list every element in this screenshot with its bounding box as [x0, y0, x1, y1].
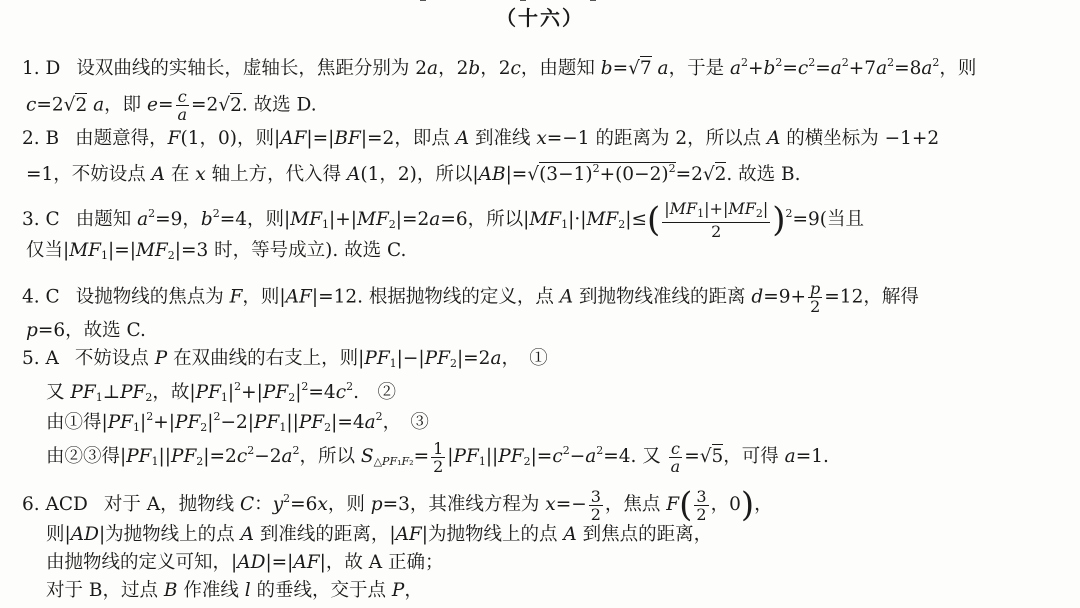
answer-5-line-4: 由②③得$|PF_1||PF_2|=2c^2-2a^2$，所以 $S_{\triangle PF_1F_2}=$ $\frac{1}{2}$ $|PF_1||PF_2|=c^2-a^2=4$. 又 $\frac{c}{a}$ =√5，可得 a=1. — [46, 438, 829, 476]
answer-4-line-2: p=6，故选 C. — [26, 320, 146, 341]
answer-3-line-1: 3. C 由题知 $a^2=9$，$b^2=4$，则$|MF_1|+|MF_2|=2a=6$，所以$|MF_1|\cdot|MF_2|\le$( $\frac{|MF_1|+|MF_2|}{2}$ )$^2$=9(当且 — [22, 199, 864, 241]
answer-1-label: 1. D — [22, 58, 61, 79]
answer-5-label: 5. A — [22, 348, 59, 369]
answer-6-line-3: 由抛物线的定义可知，|AD|=|AF|，故 A 正确； — [46, 552, 444, 573]
answer-6-line-4: 对于 B，过点 B 作准线 l 的垂线，交于点 P， — [46, 580, 423, 601]
answer-3-label: 3. C — [22, 209, 60, 230]
answer-3-line-2: 仅当$|MF_1|=|MF_2|=3$ 时，等号成立). 故选 C. — [26, 240, 407, 262]
answer-4-line-1: 4. C 设抛物线的焦点为 F，则|AF|=12. 根据抛物线的定义，点 A 到抛物线准线的距离 d=9+ $\frac{p}{2}$ =12，解得 — [22, 279, 919, 316]
answer-6-label: 6. ACD — [22, 494, 88, 515]
answer-2-line-1: 2. B 由题意得，F(1，0)，则|AF|=|BF|=2，即点 A 到准线 x=−1 的距离为 2，所以点 A 的横坐标为 −1+2 — [22, 128, 940, 149]
answer-2-line-2: =1，不妨设点 A 在 x 轴上方，代入得 A(1，2)，所以$|AB|=√(3-1)^2+(0-2)^2=2√2$. 故选 B. — [26, 162, 801, 185]
answer-4-label: 4. C — [22, 286, 60, 308]
answer-6-line-2: 则|AD|为抛物线上的点 A 到准线的距离，|AF|为抛物线上的点 A 到焦点的距离， — [46, 524, 713, 545]
section-title: （十六） — [496, 6, 584, 30]
answer-5-line-2: 又 $PF_1\perp PF_2$，故$|PF_1|^2+|PF_2|^2=4c^2$. ② — [46, 380, 396, 404]
answer-5-line-3: 由①得$|PF_1|^2+|PF_2|^2-2|PF_1||PF_2|=4a^2$， ③ — [46, 410, 429, 434]
answer-5-line-1: 5. A 不妨设点 P 在双曲线的右支上，则$|PF_1|-|PF_2|=2a$， ① — [22, 348, 548, 370]
answer-2-label: 2. B — [22, 128, 60, 149]
answer-1-line-2: c=2√2 a，即 e= $\frac{c}{a}$ =2√2. 故选 D. — [26, 87, 317, 124]
answer-6-line-1: 6. ACD 对于 A，抛物线 C：$y^2=6x$，则 p=3，其准线方程为 x=− $\frac{3}{2}$ ，焦点 F( $\frac{3}{2}$ ，0)， — [22, 485, 773, 525]
answer-1-line-1: 1. D 设双曲线的实轴长，虚轴长，焦距分别为 2a，2b，2c，由题知 b=√7 a，于是 $a^2+b^2=c^2=a^2+7a^2=8a^2$，则 — [22, 56, 977, 79]
